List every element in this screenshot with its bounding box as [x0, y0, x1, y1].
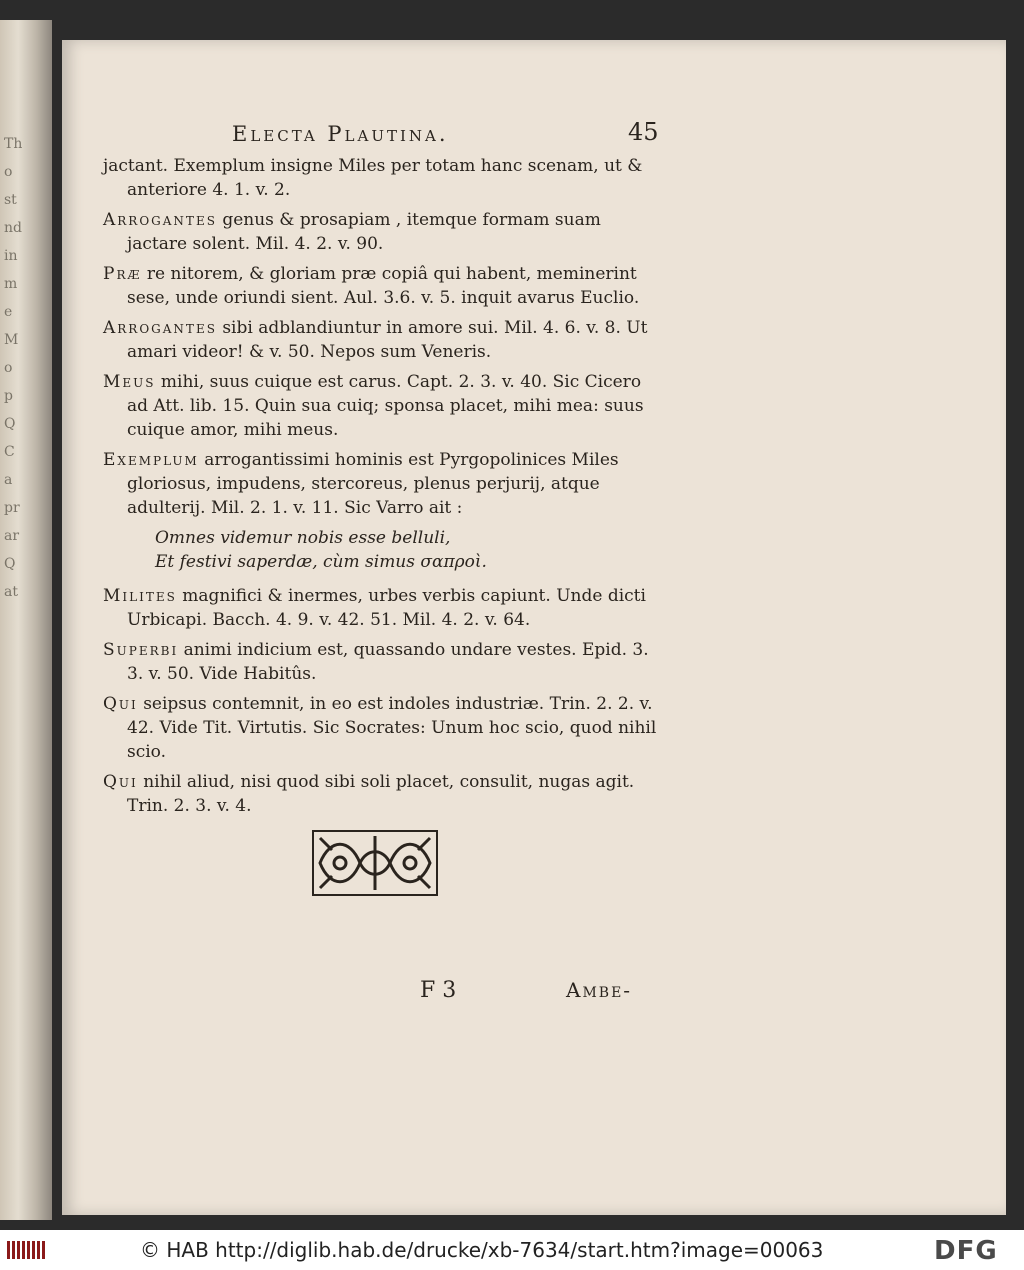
entry-lead: Qui	[103, 694, 138, 714]
edge-fragment: o	[4, 360, 13, 376]
adjacent-page-edge	[0, 20, 52, 1220]
edge-fragment: nd	[4, 220, 22, 236]
entry-text: jactant. Exemplum insigne Miles per totam hanc scenam, ut & anteriore 4. 1. v. 2.	[103, 156, 643, 200]
entry	[103, 154, 663, 202]
entry	[103, 584, 663, 632]
printer-ornament	[312, 830, 438, 896]
entry	[103, 262, 663, 310]
entry-text: mihi, suus cuique est carus. Capt. 2. 3. v. 40. Sic Cicero ad Att. lib. 15. Quin sua cuiq; sponsa placet, mihi mea: suus cuique amor, mihi meus.	[127, 372, 644, 440]
entry-lead: Qui	[103, 772, 138, 792]
entry-lead: Arrogantes	[103, 318, 217, 338]
edge-fragment: o	[4, 164, 13, 180]
entry-lead: Exemplum	[103, 450, 199, 470]
entry-lead: Arrogantes	[103, 210, 217, 230]
entry-text: arrogantissimi hominis est Pyrgopolinices Miles gloriosus, impudens, stercoreus, plenus perjurij, atque adulterij. Mil. 2. 1. v. 11. Sic Varro ait :	[127, 450, 619, 518]
entry	[103, 770, 663, 818]
entry-text: magnifici & inermes, urbes verbis capiunt. Unde dicti Urbicapi. Bacch. 4. 9. v. 42. 51. Mil. 4. 2. v. 64.	[127, 586, 646, 630]
edge-fragment: in	[4, 248, 18, 264]
entry-text: sibi adblandiuntur in amore sui. Mil. 4. 6. v. 8. Ut amari videor! & v. 50. Nepos sum Veneris.	[127, 318, 648, 362]
entry-lead: Præ	[103, 264, 142, 284]
edge-fragment: Th	[4, 136, 23, 152]
edge-fragment: M	[4, 332, 19, 348]
edge-fragment: a	[4, 472, 13, 488]
edge-fragment: C	[4, 444, 15, 460]
entry	[103, 208, 663, 256]
entry-lead: Milites	[103, 586, 177, 606]
entry-text: re nitorem, & gloriam præ copiâ qui habent, meminerint sese, unde oriundi sient. Aul. 3.6. v. 5. inquit avarus Euclio.	[127, 264, 640, 308]
page-number: 45	[628, 118, 659, 146]
edge-fragment: ar	[4, 528, 20, 544]
adjacent-page-text	[4, 130, 44, 730]
entry	[103, 316, 663, 364]
footer-credit-link[interactable]: © HAB http://diglib.hab.de/drucke/xb-7634/start.htm?image=00063	[140, 1238, 824, 1262]
running-head: Electa Plautina.	[232, 122, 449, 146]
page-text	[103, 154, 663, 824]
edge-fragment: e	[4, 304, 13, 320]
entry-lead: Superbi	[103, 640, 179, 660]
footer-bar	[0, 1230, 1024, 1270]
entry	[103, 692, 663, 764]
entry-lead: Meus	[103, 372, 156, 392]
verse-quote	[103, 526, 663, 574]
edge-fragment: Q	[4, 416, 16, 432]
entry	[103, 638, 663, 686]
edge-fragment: p	[4, 388, 13, 404]
dfg-logo: DFG	[934, 1236, 998, 1266]
entry	[103, 448, 663, 520]
entry-text: animi indicium est, quassando undare vestes. Epid. 3. 3. v. 50. Vide Habitûs.	[127, 640, 649, 684]
edge-fragment: pr	[4, 500, 20, 516]
entry-text: genus & prosapiam , itemque formam suam jactare solent. Mil. 4. 2. v. 90.	[127, 210, 601, 254]
entry-text: seipsus contemnit, in eo est indoles industriæ. Trin. 2. 2. v. 42. Vide Tit. Virtutis. Sic Socrates: Unum hoc scio, quod nihil scio.	[127, 694, 657, 762]
verse-line: Et festivi saperdæ, cùm simus σαπροὶ.	[155, 552, 487, 572]
edge-fragment: at	[4, 584, 18, 600]
verse-line: Omnes videmur nobis esse belluli,	[155, 528, 451, 548]
entry-text: nihil aliud, nisi quod sibi soli placet, consulit, nugas agit. Trin. 2. 3. v. 4.	[127, 772, 635, 816]
entry	[103, 370, 663, 442]
edge-fragment: st	[4, 192, 17, 208]
edge-fragment: m	[4, 276, 18, 292]
hab-logo-icon	[6, 1238, 46, 1262]
catchword: Ambe-	[566, 978, 633, 1002]
signature-mark: F 3	[420, 978, 457, 1003]
edge-fragment: Q	[4, 556, 16, 572]
